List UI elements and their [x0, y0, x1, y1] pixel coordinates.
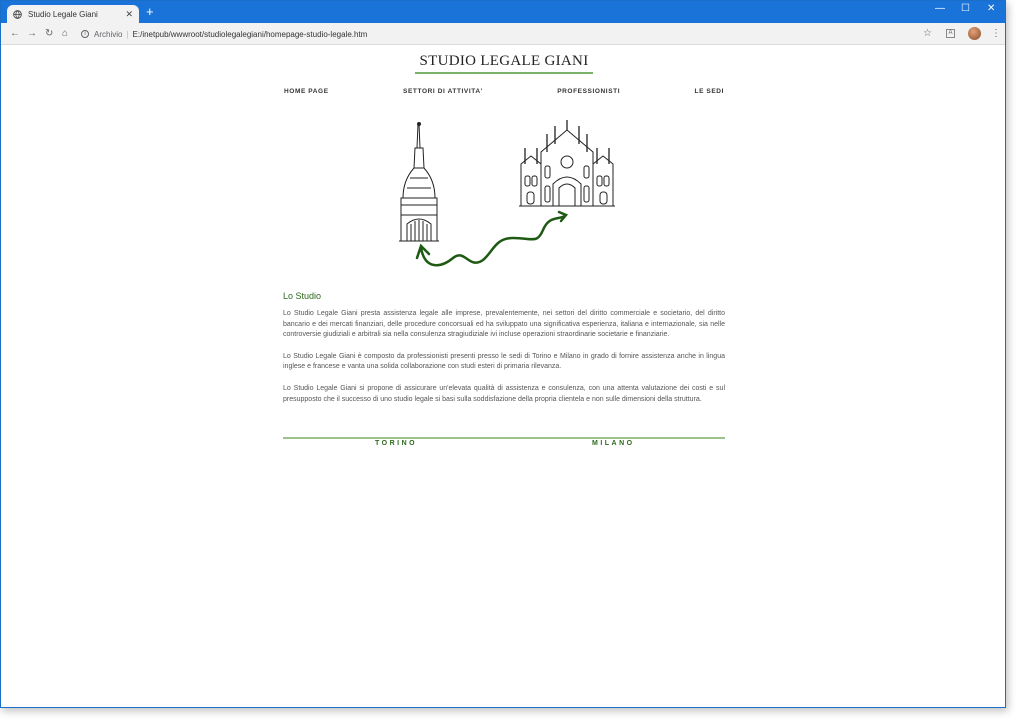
studio-description — [283, 309, 725, 416]
paragraph: Lo Studio Legale Giani si propone di assicurare un'elevata qualità di assistenza e consulenza, con una attenta valutazione dei costi e sul presupposto che il successo di uno studio legale si basi sulla soddisfazione della propria clientela e non sulle dimensioni della struttura. — [283, 384, 725, 403]
menu-kebab-icon[interactable]: ⋮ — [991, 28, 1001, 39]
minimize-button[interactable]: — — [935, 3, 945, 14]
address-bar[interactable] — [81, 26, 911, 42]
close-window-button[interactable]: ✕ — [987, 3, 996, 14]
paragraph: Lo Studio Legale Giani presta assistenza legale alle imprese, prevalentemente, nei settori del diritto commerciale e societario, del diritto bancario e dei mercati finanziari, delle procedure concorsuali ed ha sviluppato una significativa esperienza, italiana e internazionale, sia nelle controversie giudiziali e arbitrali sia nella consulenza stragiudiziale ivi incluse operazioni straordinarie societarie e finanziarie. — [283, 310, 725, 339]
forward-arrow-icon[interactable]: → — [27, 28, 37, 39]
title-underline — [415, 72, 593, 74]
address-separator: | — [126, 29, 129, 39]
title-bar — [1, 1, 1005, 23]
nav-le-sedi[interactable]: LE SEDI — [694, 88, 724, 95]
section-title: Lo Studio — [283, 291, 322, 301]
web-page — [1, 46, 1005, 708]
home-icon[interactable]: ⌂ — [62, 28, 69, 39]
globe-icon — [13, 10, 22, 19]
duomo-milano-icon — [519, 120, 615, 206]
info-icon[interactable]: i — [81, 30, 89, 38]
tab-close-icon[interactable]: ✕ — [125, 8, 133, 19]
browser-toolbar — [1, 23, 1005, 45]
paragraph: Lo Studio Legale Giani è composto da professionisti presenti presso le sedi di Torino e Milano in grado di fornire assistenza anche in lingua inglese e francese e vanta una solida collaborazione con studi esteri di primaria rilevanza. — [283, 352, 725, 371]
extension-icon[interactable]: A — [946, 29, 955, 38]
nav-settori-di-attivita[interactable]: SETTORI DI ATTIVITA' — [403, 88, 483, 95]
star-icon[interactable]: ☆ — [923, 28, 932, 39]
address-scheme-label: Archivio — [94, 29, 123, 39]
maximize-button[interactable]: ☐ — [961, 3, 970, 14]
address-url[interactable]: E:/inetpub/wwwroot/studiolegalegiani/homepage-studio-legale.htm — [132, 29, 368, 39]
mole-antonelliana-icon — [399, 123, 439, 242]
tab-title: Studio Legale Giani — [28, 9, 98, 19]
new-tab-button[interactable]: + — [146, 4, 154, 19]
city-link-torino[interactable]: TORINO — [375, 440, 418, 447]
city-link-milano[interactable]: MILANO — [592, 440, 635, 447]
browser-tab[interactable] — [7, 5, 139, 23]
connection-arrow-icon — [417, 212, 566, 265]
hero-illustration — [391, 120, 621, 275]
nav-professionisti[interactable]: PROFESSIONISTI — [557, 88, 621, 95]
main-nav — [284, 88, 724, 95]
back-arrow-icon[interactable]: ← — [10, 28, 20, 39]
nav-home-page[interactable]: HOME PAGE — [284, 88, 329, 95]
site-title: STUDIO LEGALE GIANI — [419, 53, 589, 69]
avatar[interactable] — [968, 27, 981, 40]
reload-icon[interactable]: ↻ — [45, 28, 54, 39]
footer-divider — [283, 437, 725, 439]
